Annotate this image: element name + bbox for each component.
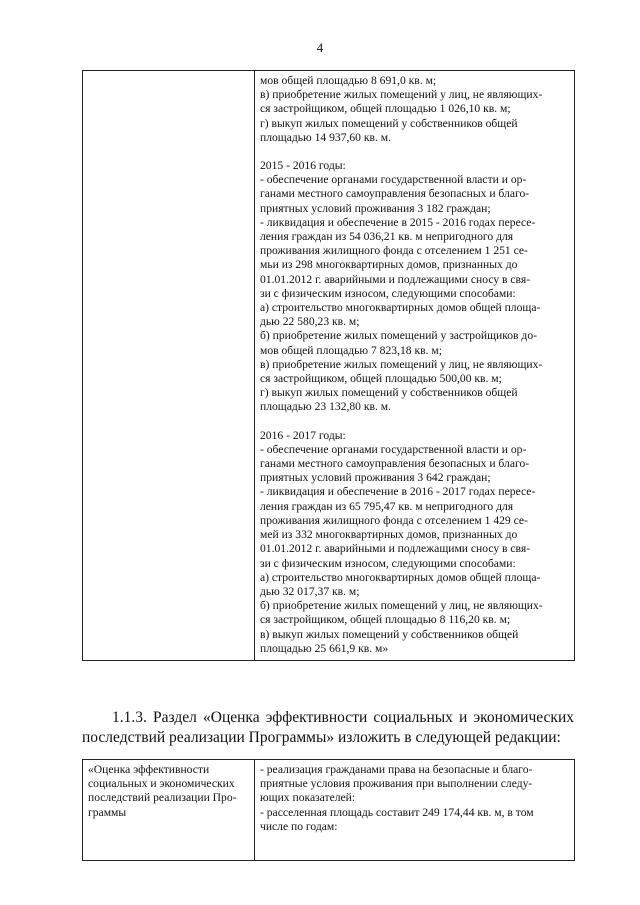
text-line: зи с физическим износом, следующими способами: [260,556,516,570]
text-line: - обеспечение органами государственной власти и ор- [260,173,527,187]
text-line: - реализация гражданами права на безопасные и благо- [260,763,533,776]
text-line: социальных и экономических [88,777,235,791]
text-line: г) выкуп жилых помещений у собственников общей [260,386,518,400]
text-line: мов общей площадью 7 823,18 кв. м; [260,343,442,357]
table-cell-left-empty [83,71,255,661]
text-line: дью 32 017,37 кв. м; [260,584,360,598]
text-line: 01.01.2012 г. аварийными и подлежащими сносу в свя- [260,542,531,556]
text-line: ления граждан из 65 795,47 кв. м непригодного для [260,499,514,513]
text-line: в) выкуп жилых помещений у собственников общей [260,627,519,641]
paragraph-text: 1.1.3. Раздел «Оценка эффективности социальных и экономических последствий реализации Программы» изложить в следующей редакции: [82,709,574,746]
text-line: 01.01.2012 г. аварийными и подлежащими сносу в свя- [260,272,531,286]
text-line: - ликвидация и обеспечение в 2015 - 2016 годах пересе- [260,215,536,229]
text-line: площадью 14 937,60 кв. м. [260,130,392,144]
text-line: мей из 332 многоквартирных домов, признанных до [260,528,518,542]
text-line: б) приобретение жилых помещений у лиц, не являющих- [260,599,543,613]
text-block-2015-2016 [260,159,570,415]
program-table-continuation [82,70,575,661]
text-line: ющих показателей: [260,791,356,805]
text-line: ся застройщиком, общей площадью 1 026,10 кв. м; [260,102,511,116]
text-line: ганами местного самоуправления безопасных и благо- [260,187,530,201]
text-line: «Оценка эффективности [88,763,210,776]
text-line: а) строительство многоквартирных домов общей площа- [260,570,541,584]
text-line: приятных условий проживания 3 182 граждан; [260,201,491,215]
text-line: проживания жилищного фонда с отселением 1 429 се- [260,513,528,527]
text-line: в) приобретение жилых помещений у лиц, не являющих- [260,357,543,371]
table-cell-left [83,760,255,861]
text-line: 2015 - 2016 годы: [260,159,346,173]
text-line: ганами местного самоуправления безопасных и благо- [260,457,530,471]
text-block-2016-2017 [260,429,570,656]
text-line: 2016 - 2017 годы: [260,428,346,442]
evaluation-table [82,759,575,861]
text-line: приятных условий проживания 3 642 граждан; [260,471,491,485]
text-line: площадью 23 132,80 кв. м. [260,400,392,414]
text-line: дью 22 580,23 кв. м; [260,315,360,329]
text-line: площадью 25 661,9 кв. м» [260,641,389,655]
text-line: зи с физическим износом, следующими способами: [260,286,516,300]
table-row [83,760,575,861]
text-line: - ликвидация и обеспечение в 2016 - 2017 годах пересе- [260,485,536,499]
text-line: б) приобретение жилых помещений у застройщиков до- [260,329,537,343]
text-line: ления граждан из 54 036,21 кв. м непригодного для [260,230,514,244]
text-line: - обеспечение органами государственной власти и ор- [260,442,527,456]
text-line: ся застройщиком, общей площадью 500,00 кв. м; [260,372,502,386]
text-line: числе по годам: [260,819,338,833]
table-cell-right [255,71,575,661]
text-block-2014 [260,74,570,145]
text-line: граммы [88,805,127,819]
text-line: мьи из 298 многоквартирных домов, признанных до [260,258,518,272]
table-cell-right [255,760,575,861]
page-number: 4 [316,40,324,55]
text-line: приятные условия проживания при выполнении следу- [260,777,533,791]
text-line: мов общей площадью 8 691,0 кв. м; [260,74,437,87]
text-line: - расселенная площадь составит 249 174,44 кв. м, в том [260,805,534,819]
text-line: г) выкуп жилых помещений у собственников общей [260,116,518,130]
text-line: ся застройщиком, общей площадью 8 116,20 кв. м; [260,613,511,627]
text-line: а) строительство многоквартирных домов общей площа- [260,301,541,315]
text-line: последствий реализации Про- [88,791,237,805]
text-line: проживания жилищного фонда с отселением 1 251 се- [260,244,528,258]
text-line: в) приобретение жилых помещений у лиц, не являющих- [260,88,543,102]
table-row [83,71,575,661]
section-amendment-paragraph [82,708,574,748]
